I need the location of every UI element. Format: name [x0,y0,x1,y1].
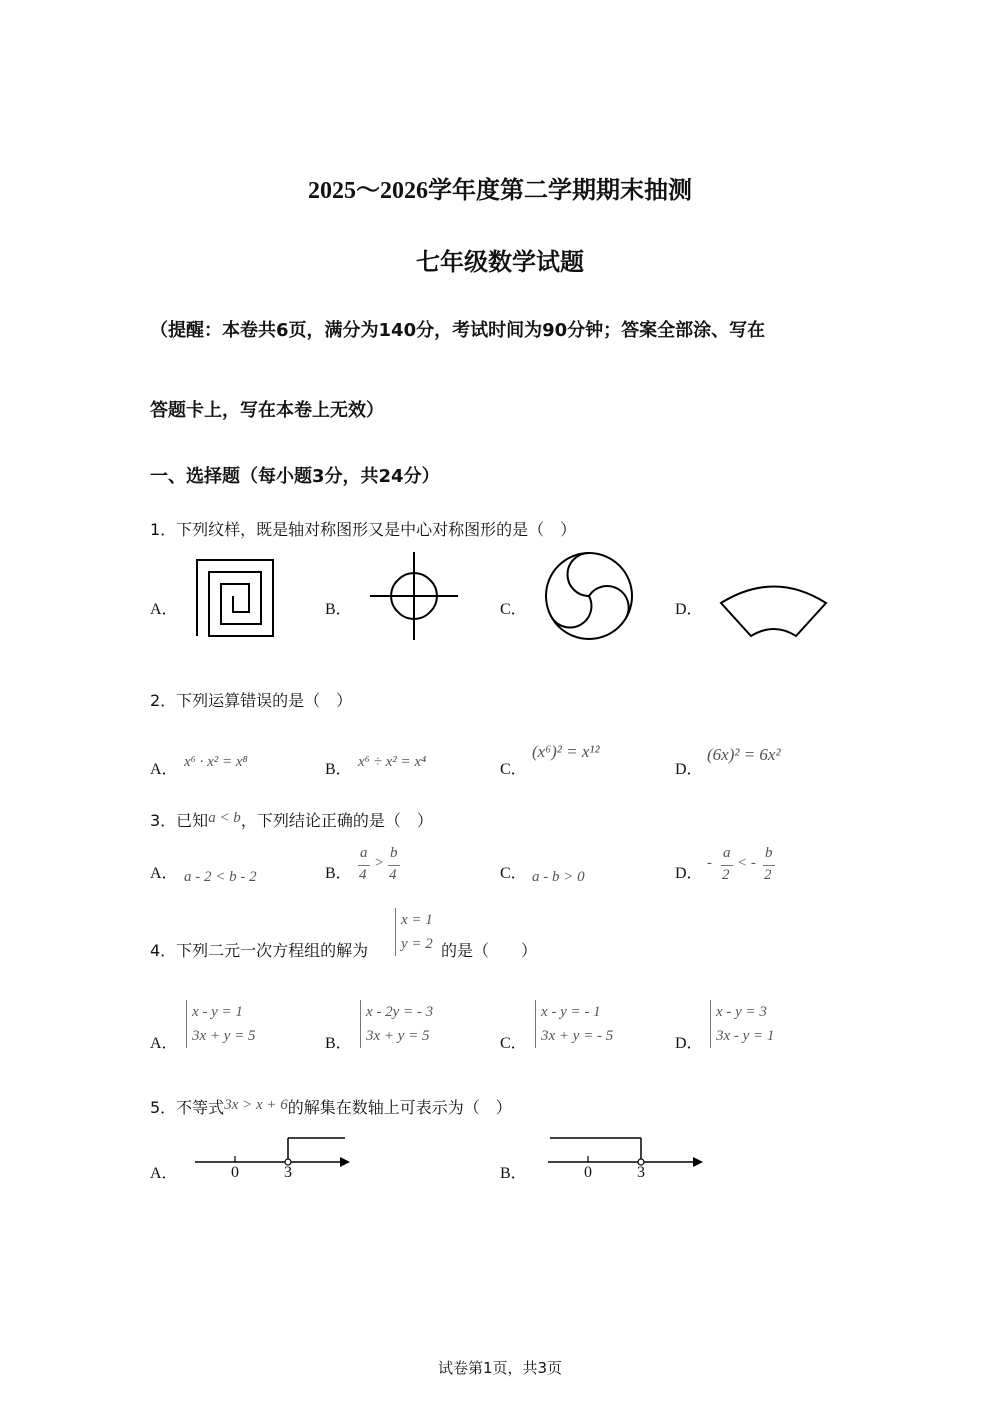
q4-stem-suffix: 的是（ ） [441,941,538,960]
question-1-stem: 1．下列纹样，既是轴对称图形又是中心对称图形的是（ ） [150,520,577,539]
q4-a-eq2: 3x + y = 5 [192,1028,256,1044]
q3-d-fraction-bar-left [721,865,733,866]
q2-option-d-label: D． [675,761,703,778]
q3-d-op: < - [737,855,756,871]
three-swirl-circle-icon [544,551,634,641]
notice-line-1: （提醒：本卷共6页，满分为140分，考试时间为90分钟；答案全部涂、写在 [150,320,766,341]
q3-b-num-right: b [390,845,398,861]
exam-subtitle: 七年级数学试题 [416,248,584,276]
q3-option-d-label: D． [675,865,703,882]
q4-option-a-label: A． [150,1035,178,1052]
page-footer: 试卷第1页，共3页 [437,1359,563,1377]
q5-b-number-line [548,1130,708,1180]
q1-option-d-label: D． [675,601,703,618]
q3-stem-suffix: ，下列结论正确的是（ ） [240,811,433,830]
question-5-stem [150,1095,512,1118]
q5-stem-prefix: 5．不等式 [150,1098,225,1117]
q3-d-sign: - [707,855,712,871]
exam-title: 2025～2026学年度第二学期期末抽测 [308,178,692,204]
q4-option-b-system [360,1000,433,1048]
q5-option-a-label: A． [150,1165,178,1182]
q3-stem-math: a < b [208,810,241,826]
q3-b-fraction-bar-right [388,865,400,866]
q4-d-eq1: x - y = 3 [716,1004,767,1020]
q4-option-a-system [186,1000,256,1048]
q4-b-eq1: x - 2y = - 3 [366,1004,434,1020]
q3-b-den-left: 4 [359,867,367,883]
q3-option-c-label: C． [500,865,527,882]
q3-b-fraction-bar-left [358,865,370,866]
q3-d-den-left: 2 [722,867,730,883]
q2-option-b-label: B． [325,761,352,778]
four-lobed-flower-icon [368,550,460,642]
square-spiral-icon [193,558,277,638]
section-heading: 一、选择题（每小题3分，共24分） [150,466,440,487]
q4-option-d-label: D． [675,1035,703,1052]
q3-d-num-right: b [765,845,773,861]
q4-option-d-system [710,1000,774,1048]
q2-option-c-label: C． [500,761,527,778]
q1-option-c-label: C． [500,601,527,618]
q5-a-number-line [195,1130,355,1180]
q5-b-tick-3: 3 [637,1164,645,1181]
q4-stem-prefix: 4．下列二元一次方程组的解为 [150,941,369,960]
question-3-stem [150,808,433,831]
q3-d-fraction-bar-right [763,865,775,866]
fan-sector-icon [718,582,830,642]
question-2-stem: 2．下列运算错误的是（ ） [150,691,353,710]
q3-option-c-expr: a - b > 0 [532,869,585,885]
q4-option-c-label: C． [500,1035,527,1052]
q3-b-op: > [374,855,385,871]
q3-stem-prefix: 3．已知 [150,811,209,830]
q3-option-b-expr [358,845,408,891]
q4-option-b-label: B． [325,1035,352,1052]
q4-system-line-2: y = 2 [401,936,433,952]
q3-option-a-expr: a - 2 < b - 2 [184,869,257,885]
q4-c-eq2: 3x + y = - 5 [541,1028,614,1044]
q4-system-line-1: x = 1 [401,912,433,928]
notice-line-2: 答题卡上，写在本卷上无效） [150,400,384,421]
q5-a-tick-3: 3 [284,1164,292,1181]
q2-option-c-expr: (x⁶)² = x¹² [532,742,600,761]
q3-option-b-label: B． [325,865,352,882]
q4-a-eq1: x - y = 1 [192,1004,243,1020]
q4-c-eq1: x - y = - 1 [541,1004,601,1020]
q4-b-eq2: 3x + y = 5 [366,1028,430,1044]
q3-option-d-expr [707,845,787,891]
q2-option-a-expr: x⁶ · x² = x⁸ [184,754,248,770]
q3-b-den-right: 4 [389,867,397,883]
q5-stem-math: 3x > x + 6 [224,1097,288,1113]
q3-b-num-left: a [360,845,368,861]
q3-d-num-left: a [723,845,731,861]
q5-stem-suffix: 的解集在数轴上可表示为（ ） [287,1098,512,1117]
q2-option-d-expr: (6x)² = 6x² [707,745,781,764]
q1-option-a-label: A． [150,601,178,618]
q3-d-den-right: 2 [764,867,772,883]
q5-b-tick-0: 0 [584,1164,592,1181]
q4-solution-system [395,908,433,956]
q4-option-c-system [535,1000,613,1048]
q3-option-a-label: A． [150,865,178,882]
q5-option-b-label: B． [500,1165,527,1182]
q2-option-b-expr: x⁶ ÷ x² = x⁴ [358,754,427,770]
q1-option-b-label: B． [325,601,352,618]
q5-a-tick-0: 0 [231,1164,239,1181]
q4-d-eq2: 3x - y = 1 [716,1028,775,1044]
q2-option-a-label: A． [150,761,178,778]
